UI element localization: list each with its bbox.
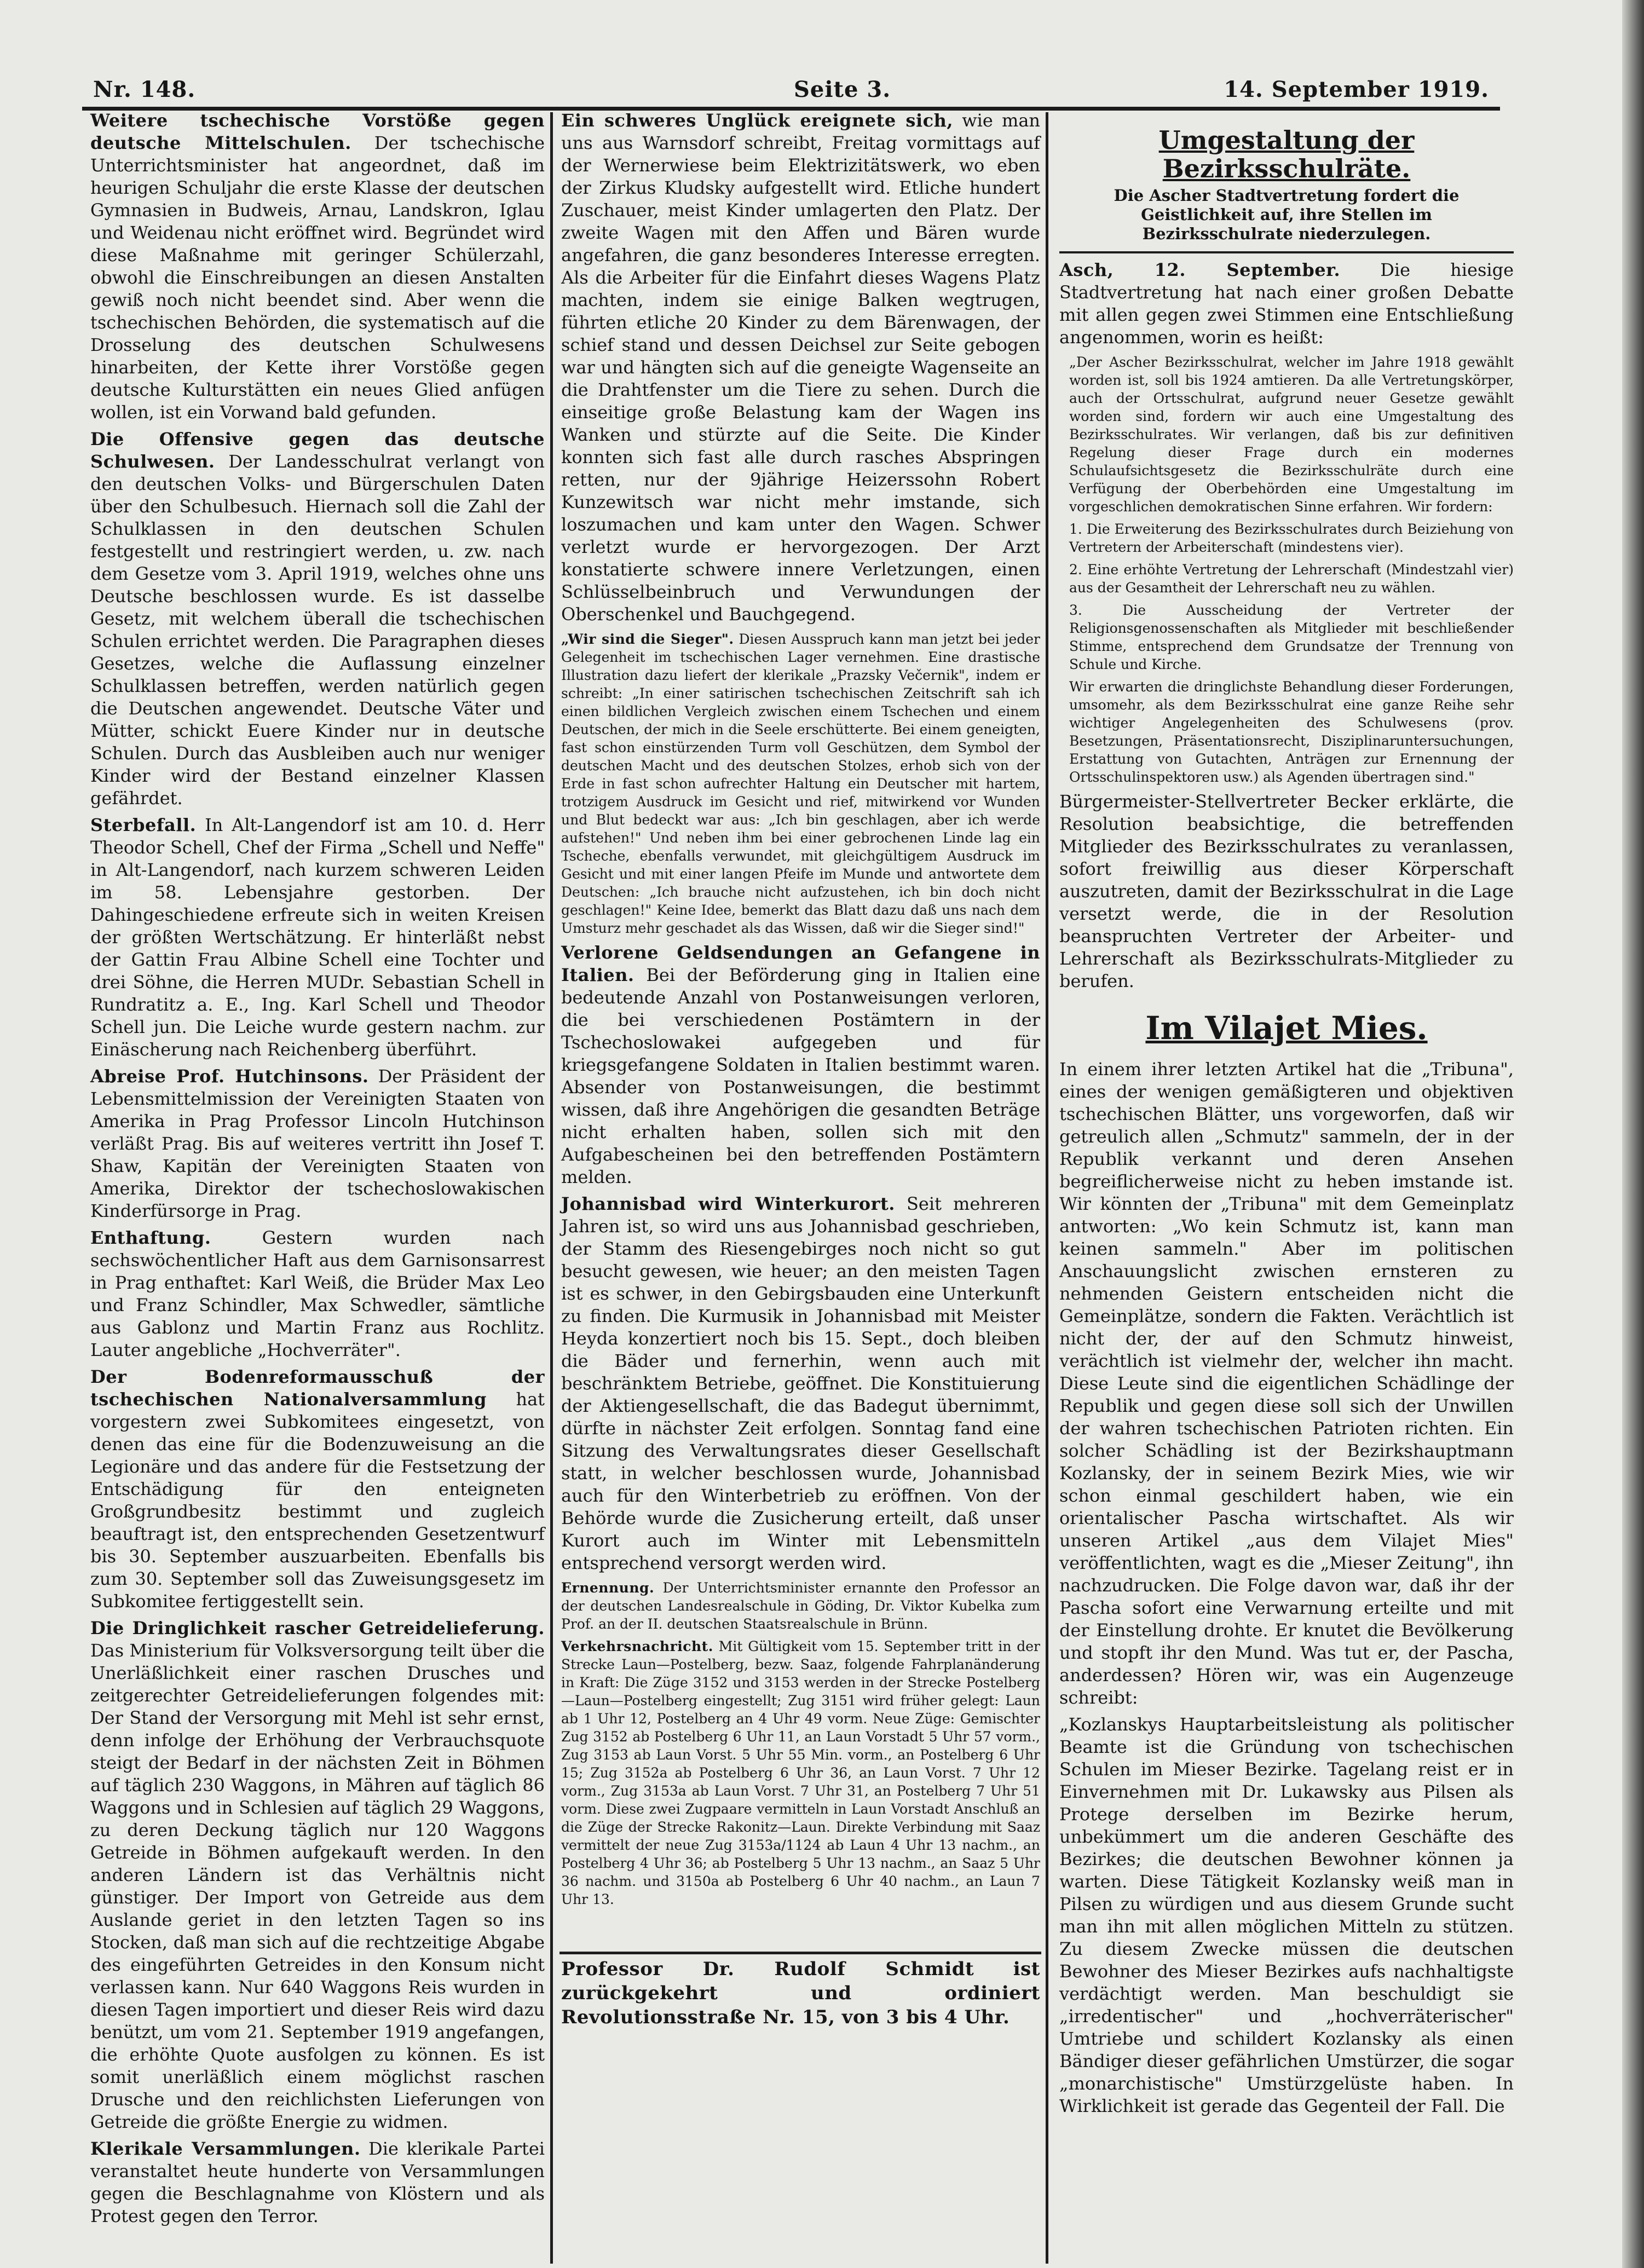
article-title: Weitere tschechische Vorstöße gegen deutsche Mittelschulen. xyxy=(90,110,545,153)
article-body: Der tschechische Unterrichtsminister hat angeordnet, daß im heurigen Schuljahr die erste Klasse der deutschen Gymnasien in Budweis, Arnau, Landskron, Iglau und Weidenau nicht eröffnet wird. Begründet wird diese Maßnahme mit geringer Schülerzahl, obwohl die Einschreibungen an diesen Anstalten gewiß noch nicht beendet sind. Aber wenn die tschechischen Behörden, die systematisch auf die Drosselung des deutschen Schulwesens hinarbeiten, der Kette ihrer Vorstöße gegen deutsche Kulturstätten ein neues Glied anfügen wollen, ist ein Vorwand bald gefunden. xyxy=(90,132,545,423)
notice-schmidt xyxy=(561,1957,1040,2029)
article-title: „Wir sind die Sieger". xyxy=(561,631,734,647)
article-title: Ernennung. xyxy=(561,1580,655,1596)
article-schulwesen xyxy=(90,428,545,810)
scan-edge xyxy=(1622,0,1644,2268)
column-rule-2 xyxy=(1046,112,1048,2264)
column-3 xyxy=(1059,109,1514,2190)
article-body: Der Landesschulrat verlangt von den deutschen Volks- und Bürgerschulen Daten über den Schulbesuch. Hiernach soll die Zahl der Schulklassen in den deutschen Schulen festgestellt und restringiert werden, u. zw. nach dem Gesetze vom 3. April 1919, welches ohne uns Deutsche beschlossen wurde. Es ist dasselbe Gesetz, mit welchem überall die tschechischen Schulen errichtet werden. Die Paragraphen dieses Gesetzes, welche die Auflassung einzelner Schulklassen betreffen, werden natürlich gegen die Deutschen angewendet. Deutsche Väter und Mütter, schickt Euere Kinder nur in deutsche Schulen. Durch das Ausbleiben auch nur weniger Kinder wird der Bestand einzelner Klassen gefährdet. xyxy=(90,451,545,809)
article-title: Johannisbad wird Winterkurort. xyxy=(561,1193,895,1214)
column-2-bottom-rule xyxy=(559,1952,1041,1954)
article-body: Der Unterrichtsminister ernannte den Professor an der deutschen Landesrealschule in Göding, Dr. Viktor Kubelka zum Prof. an der II. deutschen Staatsrealschule in Brünn. xyxy=(561,1580,1040,1632)
article-mies-quote: „Kozlanskys Hauptarbeitsleistung als politischer Beamte ist die Gründung von tschechischen Schulen im Mieser Bezirke. Tagelang reist er in Einvernehmen mit Dr. Lukawsky aus Pilsen als Protege derselben im Bezirke herum, unbekümmert um die anderen Geschäfte des Bezirkes; die deutschen Bewohner können ja warten. Diese Tätigkeit Kozlansky weiß man in Pilsen zu würdigen und aus diesem Grunde sucht man ihn mit allen möglichen Mitteln zu stützen. Zu diesem Zwecke müssen die deutschen Bewohner des Mieser Bezirkes aufs nachhaltigste verdächtigt werden. Man beschuldigt sie „irredentischer" und „hochverräterischer" Umtriebe und schildert Kozlansky als einen Bändiger dieser gefährlichen Umstürzer, die sogar „monarchistische" Umstürzgelüste haben. In Wirklichkeit ist gerade das Gegenteil der Fall. Die xyxy=(1059,1714,1514,2116)
article-ernennung xyxy=(561,1579,1040,1633)
resolution-text: „Der Ascher Bezirksschulrat, welcher im Jahre 1918 gewählt worden ist, soll bis 1924 amtieren. Da alle Vertretungskörper, auch der Ortsschulrat, aufgrund neuer Gesetze gewählt worden sind, fordern wir auch eine Umgestaltung des Bezirksschulrates. Wir verlangen, daß bis zur definitiven Regelung dieser Frage durch ein modernes Schulaufsichtsgesetz die Bezirksschulräte durch eine Verfügung der Oberbehörden eine Umgestaltung im vorgeschlichen demokratischen Sinne erfahren. Wir fordern: xyxy=(1069,354,1514,515)
dateline: Asch, 12. September. xyxy=(1059,259,1341,280)
article-hutchinson xyxy=(90,1065,545,1222)
subheadline-bezirksschulraete: Die Ascher Stadtvertretung fordert die Geistlichkeit auf, ihre Stellen im Bezirksschulrate niederzulegen. xyxy=(1114,186,1460,243)
article-body: Seit mehreren Jahren ist, so wird uns aus Johannisbad geschrieben, der Stamm des Riesengebirges noch nicht so gut besucht gewesen, wie heuer; an den meisten Tagen ist es schwer, in den Gebirgsbauden eine Unterkunft zu finden. Die Kurmusik in Johannisbad mit Meister Heyda konzertiert noch bis 15. Sept., doch bleiben die Bäder und fernerhin, wenn auch mit beschränktem Betriebe, geöffnet. Die Konstituierung der Aktiengesellschaft, die das Badegut übernimmt, dürfte in nächster Zeit erfolgen. Sonntag fand eine Sitzung des Verwaltungsrates dieser Gesellschaft statt, in welcher beschlossen wurde, Johannisbad auch für den Winterbetrieb zu eröffnen. Von der Behörde wurde die Zusicherung erteilt, daß unser Kurort auch im Winter mit Lebensmitteln entsprechend versorgt werden wird. xyxy=(561,1193,1040,1573)
section-rule xyxy=(1059,251,1514,253)
article-unglueck xyxy=(561,109,1040,626)
article-title: Die Offensive gegen das deutsche Schulwesen. xyxy=(90,429,545,472)
issue-number: Nr. 148. xyxy=(93,77,196,102)
resolution-point-2: 2. Eine erhöhte Vertretung der Lehrerschaft (Mindestzahl vier) aus der Gesamtheit der Lehrerschaft neu zu wählen. xyxy=(1069,562,1514,596)
article-body: Die hiesige Stadtvertretung hat nach einer großen Debatte mit allen gegen zwei Stimmen eine Entschließung angenommen, worin es heißt: xyxy=(1059,259,1514,348)
column-2 xyxy=(561,109,1040,1949)
article-title: Der Bodenreformausschuß der tschechischen Nationalversammlung xyxy=(90,1366,545,1410)
article-johannisbad xyxy=(561,1193,1040,1574)
article-title: Sterbefall. xyxy=(90,815,197,835)
article-body: wie man uns aus Warnsdorf schreibt, Freitag vormittags auf der Wernerwiese beim Elektrizitätswerk, wo eben der Zirkus Kludsky aufgestellt wird. Etliche hundert Zuschauer, meist Kinder umlagerten den Platz. Der zweite Wagen mit den Affen und Bären wurde angefahren, die ganz besonderes Interesse erregten. Als die Arbeiter für die Einfahrt dieses Wagens Platz machten, indem sie einige Balken wegtrugen, führten etliche 20 Kinder zu dem Bärenwagen, der schief stand und dessen Deichsel zur Seite gebogen war und hängten sich auf die geneigte Wagenseite an die Drahtfenster um die Tiere zu sehen. Durch die einseitige große Belastung kam der Wagen ins Wanken und stürzte auf die Seite. Die Kinder konnten sich fast alle durch rasches Abspringen retten, nur der 9jährige Heizerssohn Robert Kunzewitsch war nicht mehr imstande, sich loszumachen und kam unter den Wagen. Schwer verletzt wurde er hervorgezogen. Der Arzt konstatierte schwere innere Verletzungen, einen Schlüsselbeinbruch und Verwundungen der Oberschenkel und Bauchgegend. xyxy=(561,110,1041,625)
article-asch xyxy=(1059,259,1514,349)
article-body: hat vorgestern zwei Subkomitees eingesetzt, von denen das eine für die Bodenzuweisung an die Legionäre und das andere für die Festsetzung der Entschädigung für den enteigneten Großgrundbesitz bestimmt und zugleich beauftragt ist, den entsprechenden Gesetzentwurf bis 30. September auszuarbeiten. Ebenfalls bis zum 30. September soll das Zuweisungsgesetz im Subkomitee fertiggestellt sein. xyxy=(90,1389,545,1612)
article-title: Die Dringlichkeit rascher Getreidelieferung. xyxy=(90,1618,545,1638)
page-header xyxy=(82,77,1500,109)
notice-text: ist zurückgekehrt und ordiniert Revolutionsstraße Nr. 15, von 3 bis 4 Uhr. xyxy=(561,1958,1040,2028)
column-rule-1 xyxy=(550,112,553,2264)
column-1 xyxy=(90,109,545,2226)
article-sieger xyxy=(561,630,1040,937)
article-verkehr xyxy=(561,1637,1040,1908)
page-number: Seite 3. xyxy=(794,77,891,102)
article-body: Die klerikale Partei veranstaltet heute hunderte von Versammlungen gegen die Beschlagnahme von Klöstern und als Protest gegen den Terror. xyxy=(90,2138,545,2226)
article-title: Enthaftung. xyxy=(90,1227,211,1248)
article-becker: Bürgermeister-Stellvertreter Becker erklärte, die Resolution beabsichtige, die betreffenden Mitglieder des Bezirksschulrates zu veranlassen, sofort freiwillig aus dieser Körperschaft auszutreten, damit der Bezirksschulrat in die Lage versetzt werde, die in der Resolution beanspruchten Vertreter der Arbeiter- und Lehrerschaft als Bezirksschulrats-Mitglieder zu berufen. xyxy=(1059,791,1514,991)
issue-date: 14. September 1919. xyxy=(1224,77,1489,102)
resolution-point-1: 1. Die Erweiterung des Bezirksschulrates durch Beiziehung von Vertretern der Arbeiterschaft (mindestens vier). xyxy=(1069,521,1514,555)
article-mittelschulen xyxy=(90,109,545,424)
article-body: Gestern wurden nach sechswöchentlicher Haft aus dem Garnisonsarrest in Prag enthaftet: Karl Weiß, die Brüder Max Leo und Franz Schindler, Max Schwedler, sämtliche aus Gablonz und Martin Franz aus Rochlitz. Lauter angebliche „Hochverräter". xyxy=(90,1227,545,1360)
article-body: Mit Gültigkeit vom 15. September tritt in der Strecke Laun—Postelberg, bezw. Saaz, folgende Fahrplanänderung in Kraft: Die Züge 3152 und 3153 werden in der Strecke Postelberg—Laun—Postelberg eingestellt; Zug 3151 wird früher gelegt: Laun ab 1 Uhr 12, Postelberg an 4 Uhr 49 vorm. Neue Züge: Gemischter Zug 3152 ab Postelberg 6 Uhr 11, an Laun Vorstadt 5 Uhr 57 vorm., Zug 3153 ab Laun Vorst. 5 Uhr 55 Min. vorm., an Postelberg 6 Uhr 15; Zug 3152a ab Postelberg 6 Uhr 36, an Laun Vorst. 7 Uhr 12 vorm., Zug 3153a ab Laun Vorst. 7 Uhr 31, an Postelberg 7 Uhr 51 vorm. Diese zwei Zugpaare vermitteln in Laun Vorstadt Anschluß an die Züge der Strecke Rakonitz—Laun. Direkte Verbindung mit Saaz vermittelt der neue Zug 3153a/1124 ab Laun 4 Uhr 13 nachm., an Postelberg 4 Uhr 36; ab Postelberg 5 Uhr 13 nachm., an Saaz 5 Uhr 36 nachm. und 3150a ab Postelberg 6 Uhr 40 nachm., an Laun 7 Uhr 13. xyxy=(561,1638,1040,1907)
headline-bezirksschulraete: Umgestaltung der Bezirksschulräte. xyxy=(1158,125,1415,183)
article-sterbefall xyxy=(90,814,545,1061)
article-title: Abreise Prof. Hutchinsons. xyxy=(90,1066,369,1087)
headline-vilajet-mies: Im Vilajet Mies. xyxy=(1145,1009,1428,1047)
article-body: Der Präsident der Lebensmittelmission der Vereinigten Staaten von Amerika in Prag Professor Lincoln Hutchinson verläßt Prag. Bis auf weiteres vertritt ihn Josef T. Shaw, Kapitän der Vereinigten Staaten von Amerika, Direktor der tschechoslowakischen Kinderfürsorge in Prag. xyxy=(90,1066,545,1221)
article-bodenreform xyxy=(90,1366,545,1613)
article-mies: In einem ihrer letzten Artikel hat die „Tribuna", eines der wenigen gemäßigteren und objektiven tschechischen Blätter, uns vorgeworfen, daß wir getreulich allen „Schmutz" sammeln, der in der Republik verkannt und deren Ansehen begreiflicherweise nicht zu heben imstande ist. Wir könnten der „Tribuna" mit dem Gemeinplatz antworten: „Wo kein Schmutz ist, kann man keinen sammeln." Aber im politischen Anschauungslicht zwischen ernsteren zu nehmenden Geistern entscheiden nicht die Gemeinplätze, sondern die Fakten. Verächtlich ist nicht der, der auf den Schmutz hinweist, verächtlich ist vielmehr der, welcher ihn macht. Diese Leute sind die eigentlichen Schädlinge der Republik und gegen diese soll sich der Unwillen der wahren tschechischen Patrioten richten. Ein solcher Schädling ist der Bezirkshauptmann Kozlansky, der in seinem Bezirk Mies, wie wir schon einmal geschildert haben, wie ein orientalischer Pascha wirtschaftet. Als wir unseren Artikel „aus dem Vilajet Mies" veröffentlichten, wagt es die „Mieser Zeitung", ihn nachzudrucken. Die Folge davon war, daß ihr der Pascha sofort eine Verwarnung erteilte und mit der Einstellung drohte. Er knutet die Bevölkerung und stopft ihr den Mund. Was tut er, der Pascha, anderdessen? Hören wir, was ein Augenzeuge schreibt: xyxy=(1059,1059,1514,1708)
resolution-point-3: 3. Die Ausscheidung der Vertreter der Religionsgenossenschaften als Mitglieder mit beschließender Stimme, entsprechend dem Grundsatze der Trennung von Schule und Kirche. xyxy=(1069,602,1514,672)
notice-name: Professor Dr. Rudolf Schmidt xyxy=(561,1958,974,1980)
article-enthaftung xyxy=(90,1227,545,1361)
article-body: Bei der Beförderung ging in Italien eine bedeutende Anzahl von Postanweisungen verloren, die bei verschiedenen Postämtern in der Tschechoslowakei aufgegeben und für kriegsgefangene Soldaten in Italien bestimmt waren. Absender von Postanweisungen, die bestimmt wissen, daß ihre Angehörigen die gesandten Beträge nicht erhalten haben, sollen sich mit den Aufgabescheinen bei den betreffenden Postämtern melden. xyxy=(561,965,1041,1187)
article-geldsendungen xyxy=(561,942,1040,1188)
article-klerikale xyxy=(90,2138,545,2227)
article-body: Diesen Ausspruch kann man jetzt bei jeder Gelegenheit im tschechischen Lager vernehmen. Eine drastische Illustration dazu liefert der klerikale „Prazsky Večernik", indem er schreibt: „In einer satirischen tschechischen Zeitschrift sah ich einen bildlichen Vergleich zwischen einem Tschechen und einem Deutschen, der mich in die Seele erschütterte. Bei einem geneigten, fast schon einstürzenden Turm voll Geschützen, dem Symbol der deutschen Macht und des deutschen Stolzes, erhob sich von der Erde in fast schon aufrechter Haltung ein Deutscher mit hartem, trotzigem Ausdruck im Gesicht und rief, mitwirkend vor Wunden und Blut bedeckt war aus: „Ich bin geschlagen, aber ich werde aufstehen!" Und neben ihm bei einer gebrochenen Linde lag ein Tscheche, ebenfalls verwundet, mit gleichgültigem Ausdruck im Gesicht und mit einer langen Pfeife im Munde und antwortete dem Deutschen: „Ich brauche nicht aufzustehen, ich bin doch nicht geschlagen!" Keine Idee, bemerkt das Blatt dazu daß uns nach dem Umsturz mehr geschadet als das Wissen, daß wir die Sieger sind!" xyxy=(561,631,1040,936)
article-title: Verlorene Geldsendungen an Gefangene in Italien. xyxy=(561,942,1040,985)
article-body: In Alt-Langendorf ist am 10. d. Herr Theodor Schell, Chef der Firma „Schell und Neffe" in Alt-Langendorf, nach kurzem schweren Leiden im 58. Lebensjahre gestorben. Der Dahingeschiedene erfreute sich in weiten Kreisen der größten Wertschätzung. Er hinterläßt nebst der Gattin Frau Albine Schell eine Tochter und drei Söhne, die Herren MUDr. Sebastian Schell in Rundratitz a. E., Ing. Karl Schell und Theodor Schell jun. Die Leiche wurde gestern nachm. zur Einäscherung nach Reichenberg überführt. xyxy=(90,815,545,1060)
article-getreide xyxy=(90,1617,545,2133)
article-body: Das Ministerium für Volksversorgung teilt über die Unerläßlichkeit einer raschen Drusches und zeitgerechter Getreidelieferungen folgendes mit: Der Stand der Versorgung mit Mehl ist sehr ernst, denn infolge der Erhöhung der Verbrauchsquote steigt der Bedarf in der nächsten Zeit in Böhmen auf täglich 230 Waggons, in Mähren auf täglich 86 Waggons und in Schlesien auf täglich 29 Waggons, zu deren Deckung täglich nur 120 Waggons Getreide in Böhmen aufgekauft werden. In den anderen Ländern ist das Verhältnis nicht günstiger. Der Import von Getreide aus dem Auslande geriet in den letzten Tagen so ins Stocken, daß man sich auf die rechtzeitige Abgabe des eingeführten Getreides in den Konsum nicht verlassen kann. Nur 640 Waggons Reis wurden in diesen Tagen importiert und dieser Reis wird dazu benützt, um vom 21. September 1919 angefangen, die erhöhte Quote ausfolgen zu können. Es ist somit unerläßlich einem möglichst raschen Drusche und den reichlichsten Lieferungen von Getreide die größte Energie zu widmen. xyxy=(90,1640,545,2132)
article-title: Ein schweres Unglück ereignete sich, xyxy=(561,110,953,131)
article-title: Verkehrsnachricht. xyxy=(561,1638,713,1654)
resolution-closing: Wir erwarten die dringlichste Behandlung dieser Forderungen, umsomehr, als dem Bezirksschulrat eine ganze Reihe sehr wichtiger Angelegenheiten des Schulwesens (prov. Besetzungen, Präsentationsrecht, Disziplinaruntersuchungen, Erstattung von Gutachten, Anträgen zur Ernennung der Ortsschulinspektoren usw.) als Agenden übertragen sind." xyxy=(1069,679,1514,785)
article-title: Klerikale Versammlungen. xyxy=(90,2138,361,2159)
